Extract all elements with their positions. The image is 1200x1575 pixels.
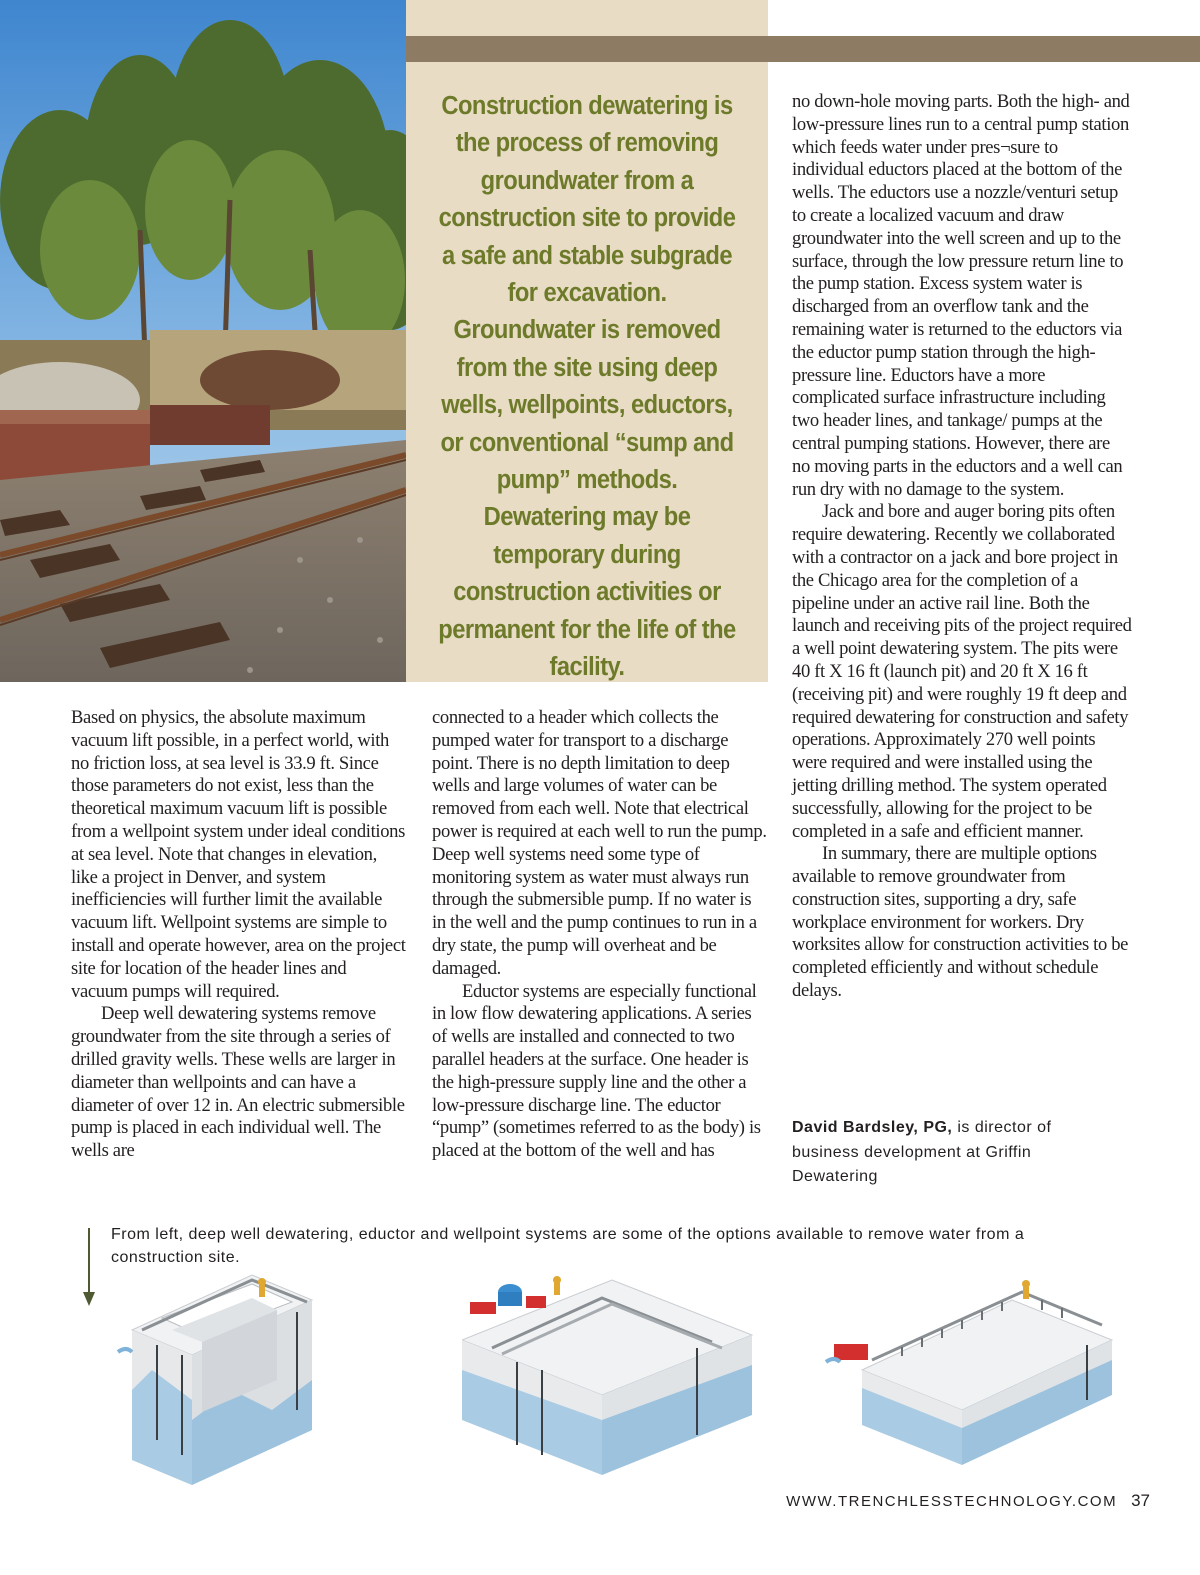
paragraph: Eductor systems are especially functional in low flow dewatering applications. A series of wells are installed and connected to two parallel headers at the surface. One header is the high-pressure supply line and the other a low-pressure discharge line. The eductor “pump” (sometimes referred to as the body) is placed at the bottom of the well and has: [432, 980, 761, 1162]
paragraph: In summary, there are multiple options available to remove groundwater from construction sites, supporting a dry, safe workplace environment for workers. Dry worksites allow for construction activities to be completed efficiently and without schedule delays.: [792, 843, 1129, 1002]
article-column-2: [432, 707, 768, 1163]
paragraph: connected to a header which collects the pumped water for transport to a discharge point. There is no depth limitation to deep wells and large volumes of water can be removed from each well. Note that electrical power is required at each well to run the pump. Deep well systems need some type of monitoring system as water must always run through the submersible pump. If no water is in the well and the pump continues to run in a dry state, the pump will overheat and be damaged.: [432, 707, 767, 979]
arrow-down-icon: [80, 1228, 98, 1308]
paragraph: Based on physics, the absolute maximum vacuum lift possible, in a perfect world, with no friction loss, at sea level is 33.9 ft. Since those parameters do not exist, less than the theoretical maximum vacuum lift is possible from a wellpoint system under ideal conditions at sea level. Note that changes in elevation, like a project in Denver, and system inefficiencies will further limit the available vacuum lift. Wellpoint systems are simple to install and operate however, area on the project site for location of the header lines and vacuum pumps will required.: [71, 707, 406, 1002]
eductor-system-diagram: [462, 1270, 762, 1495]
pull-quote: Construction dewatering is the process of removing groundwater from a construction site to provide a safe and stable subgrade for excavation. Groundwater is removed from the site using deep wells, wellpoints, eductors, or conventional “sump and pump” methods. Dewatering may be temporary during construction activities or permanent for the life of the facility.: [438, 92, 736, 682]
page-number: 37: [1131, 1491, 1150, 1510]
article-column-1: [71, 707, 407, 1163]
author-name: David Bardsley, PG,: [792, 1119, 953, 1136]
author-description: is director of business development at Griffin Dewatering: [792, 1119, 1052, 1185]
deep-well-diagram: [112, 1270, 422, 1495]
header-color-bar: [406, 36, 1200, 62]
paragraph: Deep well dewatering systems remove groundwater from the site through a series of drilled gravity wells. These wells are larger in diameter than wellpoints and can have a diameter of over 12 in. An electric submersible pump is placed in each individual well. The wells are: [71, 1003, 405, 1162]
rail-track-illustration: [0, 0, 406, 682]
rail-track-photo: [0, 0, 406, 682]
wellpoint-system-diagram: [812, 1270, 1122, 1495]
paragraph: no down-hole moving parts. Both the high- and low-pressure lines run to a central pump station which feeds water under pres¬sure to individual eductors placed at the bottom of the wells. The eductors use a nozzle/venturi setup to create a localized vacuum and draw groundwater into the well screen and up to the surface, through the low pressure return line to the pump station. Excess system water is discharged from an overflow tank and the remaining water is returned to the eductors via the eductor pump station through the high-pressure line. Eductors have a more complicated surface infrastructure including two header lines, and tankage/ pumps at the central pumping stations. However, there are no moving parts in the eductors and a well can run dry with no damage to the system.: [792, 91, 1130, 500]
page-footer: [786, 1491, 1150, 1511]
figure-caption: From left, deep well dewatering, eductor and wellpoint systems are some of the options available to remove water from a construction site.: [111, 1226, 1025, 1266]
article-column-3: [792, 91, 1132, 1003]
website-url: WWW.TRENCHLESSTECHNOLOGY.COM: [786, 1493, 1118, 1510]
author-bio: [792, 1116, 1112, 1190]
paragraph: Jack and bore and auger boring pits often require dewatering. Recently we collaborated with a contractor on a jack and bore project in the Chicago area for the completion of a pipeline under an active rail line. Both the launch and receiving pits of the project required a well point dewatering system. The pits were 40 ft X 16 ft (launch pit) and 20 ft X 16 ft (receiving pit) and were roughly 19 ft deep and required dewatering for construction and safety operations. Approximately 270 well points were required and were installed using the jetting drilling method. The system operated successfully, allowing for the project to be completed in a safe and efficient manner.: [792, 501, 1132, 842]
